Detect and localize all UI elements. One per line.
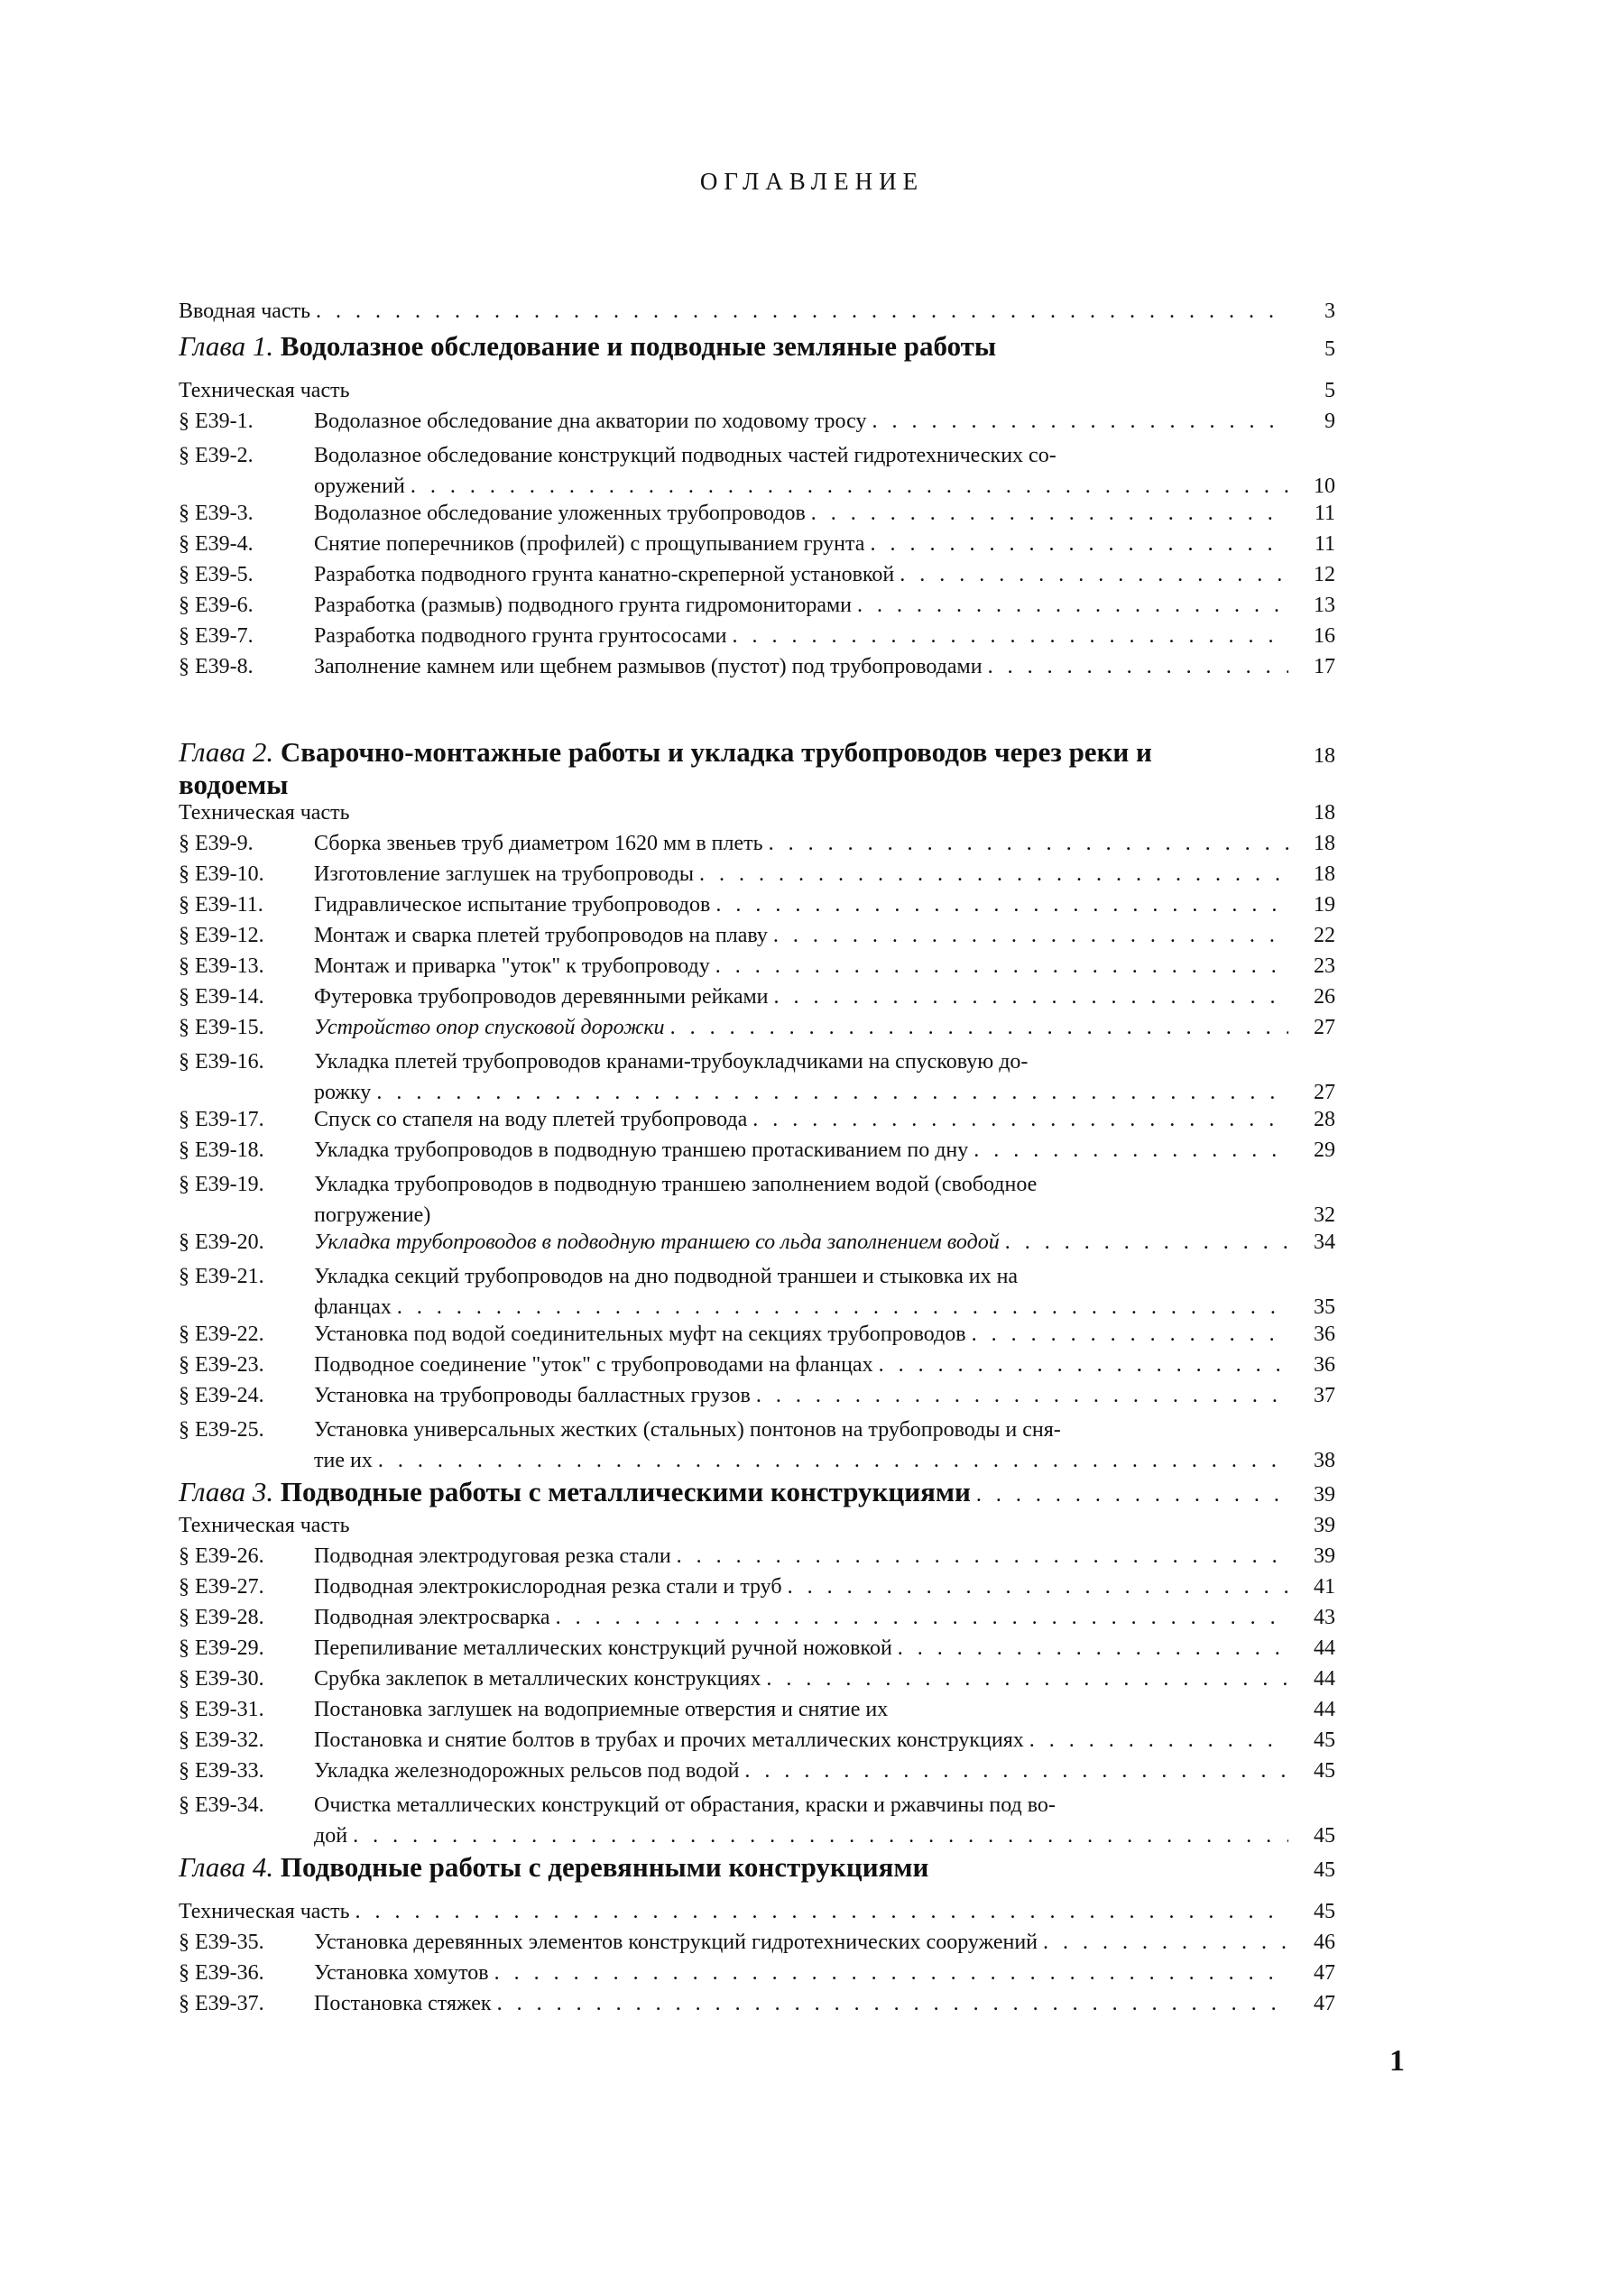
section-page: 45	[1314, 1824, 1335, 1848]
section-number: § Е39-6.	[179, 594, 254, 617]
technical-label: Техническая часть	[179, 379, 350, 402]
section-number: § Е39-1.	[179, 410, 254, 433]
toc-item[interactable]	[179, 1992, 1335, 2023]
section-page: 45	[1314, 1759, 1335, 1783]
toc-intro-page: 3	[1324, 300, 1335, 323]
leader-dots	[976, 1483, 1288, 1507]
toc-item[interactable]	[179, 440, 1335, 502]
toc-item[interactable]	[179, 1046, 1335, 1108]
leader-dots	[1029, 1728, 1288, 1753]
toc-item[interactable]	[179, 862, 1335, 893]
leader-dots	[378, 1445, 1288, 1476]
leader-dots	[355, 1900, 1288, 1924]
section-page: 45	[1314, 1728, 1335, 1752]
section-page: 10	[1314, 475, 1335, 498]
chapter-2-technical[interactable]	[179, 801, 1335, 832]
section-page: 22	[1314, 924, 1335, 947]
section-title: Снятие поперечников (профилей) с прощупыванием грунта	[314, 532, 865, 556]
toc-item[interactable]	[179, 1384, 1335, 1415]
toc-item[interactable]	[179, 1931, 1335, 1961]
toc-item[interactable]	[179, 655, 1335, 686]
leader-dots	[494, 1961, 1288, 1986]
toc-item[interactable]	[179, 1575, 1335, 1606]
leader-dots	[411, 471, 1288, 502]
toc-item[interactable]	[179, 532, 1335, 563]
section-title: Укладка секций трубопроводов на дно подводной траншеи и стыковка их на	[314, 1265, 1019, 1288]
chapter-1-technical[interactable]	[179, 379, 1335, 410]
section-title: Укладка трубопроводов в подводную траншею со льда заполнением водой	[314, 1231, 1000, 1254]
toc-item[interactable]	[179, 1606, 1335, 1636]
section-title: Установка универсальных жестких (стальных) понтонов на трубопроводы и сня-	[314, 1418, 1061, 1442]
section-page: 17	[1314, 655, 1335, 678]
section-page: 34	[1314, 1231, 1335, 1254]
section-title-cont: дой	[314, 1824, 348, 1848]
section-number: § Е39-22.	[179, 1323, 264, 1346]
technical-page: 18	[1314, 801, 1335, 825]
toc-item[interactable]	[179, 1138, 1335, 1169]
toc-item[interactable]	[179, 1231, 1335, 1261]
page-number: 1	[1389, 2044, 1405, 2078]
section-title: Заполнение камнем или щебнем размывов (пустот) под трубопроводами	[314, 655, 983, 678]
section-page: 12	[1314, 563, 1335, 586]
toc-intro-label: Вводная часть	[179, 300, 311, 323]
section-title: Устройство опор спусковой дорожки	[314, 1016, 665, 1039]
toc-item[interactable]	[179, 1728, 1335, 1759]
section-number: § Е39-34.	[179, 1793, 264, 1817]
chapter-page: 5	[1324, 337, 1335, 361]
chapter-title: Подводные работы с деревянными конструкциями	[280, 1851, 929, 1883]
section-number: § Е39-12.	[179, 924, 264, 947]
toc-item[interactable]	[179, 1698, 1335, 1728]
section-number: § Е39-31.	[179, 1698, 264, 1721]
leader-dots	[766, 1667, 1288, 1691]
section-page: 38	[1314, 1449, 1335, 1472]
section-title: Постановка стяжек	[314, 1992, 492, 2015]
section-title: Перепиливание металлических конструкций ручной ножовкой	[314, 1636, 892, 1660]
section-page: 9	[1324, 410, 1335, 433]
leader-dots	[732, 624, 1288, 649]
section-page: 19	[1314, 893, 1335, 917]
page-title: ОГЛАВЛЕНИЕ	[699, 168, 925, 195]
section-title: Подводное соединение "уток" с трубопроводами на фланцах	[314, 1353, 873, 1377]
section-number: § Е39-24.	[179, 1384, 264, 1407]
section-page: 39	[1314, 1544, 1335, 1568]
toc-intro[interactable]	[179, 300, 1335, 330]
chapter-page: 18	[1314, 744, 1335, 768]
leader-dots	[715, 954, 1288, 979]
leader-dots	[397, 1292, 1288, 1323]
toc-item[interactable]	[179, 1961, 1335, 1992]
leader-dots	[769, 832, 1288, 856]
section-page: 46	[1314, 1931, 1335, 1954]
technical-label: Техническая часть	[179, 1900, 350, 1923]
section-number: § Е39-7.	[179, 624, 254, 648]
section-number: § Е39-13.	[179, 954, 264, 978]
leader-dots	[497, 1992, 1288, 2016]
section-title: Водолазное обследование дна акватории по ходовому тросу	[314, 410, 867, 433]
leader-dots	[556, 1606, 1288, 1630]
section-title-cont: тие их	[314, 1449, 373, 1472]
section-page: 44	[1314, 1667, 1335, 1691]
section-page: 47	[1314, 1992, 1335, 2015]
toc-item[interactable]	[179, 1667, 1335, 1698]
section-title: Установка на трубопроводы балластных грузов	[314, 1384, 751, 1407]
section-page: 26	[1314, 985, 1335, 1009]
toc-item[interactable]	[179, 1544, 1335, 1575]
section-number: § Е39-14.	[179, 985, 264, 1009]
section-number: § Е39-21.	[179, 1265, 264, 1288]
toc-item[interactable]	[179, 1323, 1335, 1353]
chapter-2-heading[interactable]	[179, 736, 1335, 801]
leader-dots	[900, 563, 1288, 587]
section-number: § Е39-23.	[179, 1353, 264, 1377]
section-title-cont: рожку	[314, 1081, 372, 1104]
toc-item[interactable]	[179, 1759, 1335, 1790]
section-title: Водолазное обследование конструкций подводных частей гидротехнических со-	[314, 444, 1057, 467]
chapter-3-heading[interactable]	[179, 1476, 1335, 1514]
leader-dots	[879, 1353, 1288, 1378]
toc-item[interactable]	[179, 1108, 1335, 1138]
leader-dots	[715, 893, 1288, 917]
chapter-page: 45	[1314, 1858, 1335, 1882]
section-page: 27	[1314, 1016, 1335, 1039]
toc-item[interactable]	[179, 1415, 1335, 1476]
section-number: § Е39-4.	[179, 532, 254, 556]
leader-dots	[677, 1544, 1288, 1569]
section-title: Срубка заклепок в металлических конструкциях	[314, 1667, 761, 1691]
toc-item[interactable]	[179, 410, 1335, 440]
toc-item[interactable]	[179, 1790, 1335, 1851]
section-number: § Е39-11.	[179, 893, 263, 917]
section-number: § Е39-35.	[179, 1931, 264, 1954]
section-number: § Е39-15.	[179, 1016, 264, 1039]
section-page: 18	[1314, 832, 1335, 855]
leader-dots	[774, 985, 1289, 1009]
section-number: § Е39-30.	[179, 1667, 264, 1691]
section-title: Разработка (размыв) подводного грунта гидромониторами	[314, 594, 853, 617]
section-number: § Е39-26.	[179, 1544, 264, 1568]
section-page: 44	[1314, 1636, 1335, 1660]
section-number: § Е39-29.	[179, 1636, 264, 1660]
section-page: 35	[1314, 1295, 1335, 1319]
leader-dots	[811, 502, 1288, 526]
section-title: Постановка и снятие болтов в трубах и прочих металлических конструкциях	[314, 1728, 1024, 1752]
section-number: § Е39-27.	[179, 1575, 264, 1599]
leader-dots	[870, 532, 1288, 557]
section-number: § Е39-3.	[179, 502, 254, 525]
section-number: § Е39-16.	[179, 1050, 264, 1074]
leader-dots	[744, 1759, 1288, 1784]
toc-item[interactable]	[179, 893, 1335, 924]
technical-label: Техническая часть	[179, 801, 350, 825]
section-title-cont: оружений	[314, 475, 405, 498]
chapter-prefix: Глава 3.	[179, 1476, 274, 1507]
toc-item[interactable]	[179, 1261, 1335, 1323]
section-title: Изготовление заглушек на трубопроводы	[314, 862, 694, 886]
section-number: § Е39-25.	[179, 1418, 264, 1442]
toc-item[interactable]	[179, 502, 1335, 532]
chapter-title-cont: водоемы	[179, 769, 289, 800]
chapter-4-heading[interactable]	[179, 1851, 1335, 1889]
section-page: 32	[1314, 1203, 1335, 1227]
section-title: Установка деревянных элементов конструкций гидротехнических сооружений	[314, 1931, 1038, 1954]
section-number: § Е39-20.	[179, 1231, 264, 1254]
chapter-title: Подводные работы с металлическими конструкциями	[280, 1476, 971, 1507]
chapter-prefix: Глава 4.	[179, 1851, 274, 1883]
leader-dots	[773, 924, 1288, 948]
section-page: 16	[1314, 624, 1335, 648]
section-title: Подводная электродуговая резка стали	[314, 1544, 671, 1568]
leader-dots	[1005, 1231, 1288, 1255]
section-page: 27	[1314, 1081, 1335, 1104]
section-number: § Е39-36.	[179, 1961, 264, 1985]
chapter-1-heading[interactable]	[179, 330, 1335, 368]
section-number: § Е39-32.	[179, 1728, 264, 1752]
section-page: 11	[1314, 502, 1335, 525]
section-title: Укладка трубопроводов в подводную траншею протаскиванием по дну	[314, 1138, 969, 1162]
section-title-cont: фланцах	[314, 1295, 392, 1319]
section-page: 29	[1314, 1138, 1335, 1162]
section-title: Сборка звеньев труб диаметром 1620 мм в плеть	[314, 832, 763, 855]
toc-item[interactable]	[179, 954, 1335, 985]
technical-label: Техническая часть	[179, 1514, 350, 1537]
section-title: Монтаж и сварка плетей трубопроводов на плаву	[314, 924, 768, 947]
section-title: Разработка подводного грунта грунтососами	[314, 624, 727, 648]
leader-dots	[857, 594, 1288, 618]
toc-item[interactable]	[179, 594, 1335, 624]
section-page: 37	[1314, 1384, 1335, 1407]
toc-item[interactable]	[179, 1169, 1335, 1231]
chapter-3-technical[interactable]	[179, 1514, 1335, 1544]
section-number: § Е39-5.	[179, 563, 254, 586]
leader-dots	[752, 1108, 1288, 1132]
leader-dots	[316, 300, 1288, 324]
section-title: Установка под водой соединительных муфт на секциях трубопроводов	[314, 1323, 966, 1346]
technical-page: 39	[1314, 1514, 1335, 1537]
leader-dots	[670, 1016, 1288, 1040]
section-page: 44	[1314, 1698, 1335, 1721]
section-page: 36	[1314, 1323, 1335, 1346]
section-page: 11	[1314, 532, 1335, 556]
section-page: 18	[1314, 862, 1335, 886]
toc-item[interactable]	[179, 1353, 1335, 1384]
section-title: Монтаж и приварка "уток" к трубопроводу	[314, 954, 710, 978]
table-of-contents	[179, 300, 1335, 2023]
section-number: § Е39-10.	[179, 862, 264, 886]
section-page: 43	[1314, 1606, 1335, 1629]
section-page: 36	[1314, 1353, 1335, 1377]
section-title: Спуск со стапеля на воду плетей трубопровода	[314, 1108, 748, 1131]
section-number: § Е39-37.	[179, 1992, 264, 2015]
chapter-title: Сварочно-монтажные работы и укладка трубопроводов через реки и	[280, 736, 1152, 768]
section-title: Подводная электрокислородная резка стали и труб	[314, 1575, 782, 1599]
leader-dots	[376, 1077, 1288, 1108]
chapter-page: 39	[1314, 1483, 1335, 1507]
section-number: § Е39-28.	[179, 1606, 264, 1629]
section-title: Установка хомутов	[314, 1961, 489, 1985]
leader-dots	[972, 1323, 1288, 1347]
section-number: § Е39-33.	[179, 1759, 264, 1783]
toc-item[interactable]	[179, 1016, 1335, 1046]
section-number: § Е39-2.	[179, 444, 254, 467]
toc-item[interactable]	[179, 985, 1335, 1016]
section-title: Укладка плетей трубопроводов кранами-трубоукладчиками на спусковую до-	[314, 1050, 1029, 1074]
toc-item[interactable]	[179, 624, 1335, 655]
section-page: 28	[1314, 1108, 1335, 1131]
technical-page: 45	[1314, 1900, 1335, 1923]
chapter-prefix: Глава 2.	[179, 736, 274, 768]
leader-dots	[1043, 1931, 1288, 1955]
section-number: § Е39-17.	[179, 1108, 264, 1131]
section-number: § Е39-8.	[179, 655, 254, 678]
section-page: 23	[1314, 954, 1335, 978]
toc-item[interactable]	[179, 924, 1335, 954]
leader-dots	[756, 1384, 1288, 1408]
section-title-cont: погружение)	[314, 1203, 431, 1227]
section-title: Подводная электросварка	[314, 1606, 550, 1629]
leader-dots	[872, 410, 1289, 434]
leader-dots	[988, 655, 1288, 679]
toc-item[interactable]	[179, 563, 1335, 594]
section-number: § Е39-9.	[179, 832, 254, 855]
chapter-4-technical[interactable]	[179, 1900, 1335, 1931]
section-title: Водолазное обследование уложенных трубопроводов	[314, 502, 806, 525]
section-title: Постановка заглушек на водоприемные отверстия и снятие их	[314, 1698, 889, 1721]
leader-dots	[973, 1138, 1288, 1163]
section-number: § Е39-19.	[179, 1173, 264, 1196]
toc-item[interactable]	[179, 832, 1335, 862]
chapter-prefix: Глава 1.	[179, 330, 274, 362]
section-page: 13	[1314, 594, 1335, 617]
leader-dots	[788, 1575, 1288, 1599]
section-number: § Е39-18.	[179, 1138, 264, 1162]
section-title: Футеровка трубопроводов деревянными рейками	[314, 985, 769, 1009]
section-title: Укладка железнодорожных рельсов под водой	[314, 1759, 740, 1783]
toc-item[interactable]	[179, 1636, 1335, 1667]
section-title: Гидравлическое испытание трубопроводов	[314, 893, 711, 917]
leader-dots	[353, 1821, 1288, 1851]
technical-page: 5	[1324, 379, 1335, 402]
chapter-title: Водолазное обследование и подводные земляные работы	[280, 330, 997, 362]
section-title: Разработка подводного грунта канатно-скреперной установкой	[314, 563, 895, 586]
leader-dots	[699, 862, 1288, 887]
leader-dots	[898, 1636, 1288, 1661]
section-page: 47	[1314, 1961, 1335, 1985]
section-title: Укладка трубопроводов в подводную траншею заполнением водой (свободное	[314, 1173, 1038, 1196]
section-page: 41	[1314, 1575, 1335, 1599]
section-title: Очистка металлических конструкций от обрастания, краски и ржавчины под во-	[314, 1793, 1056, 1817]
